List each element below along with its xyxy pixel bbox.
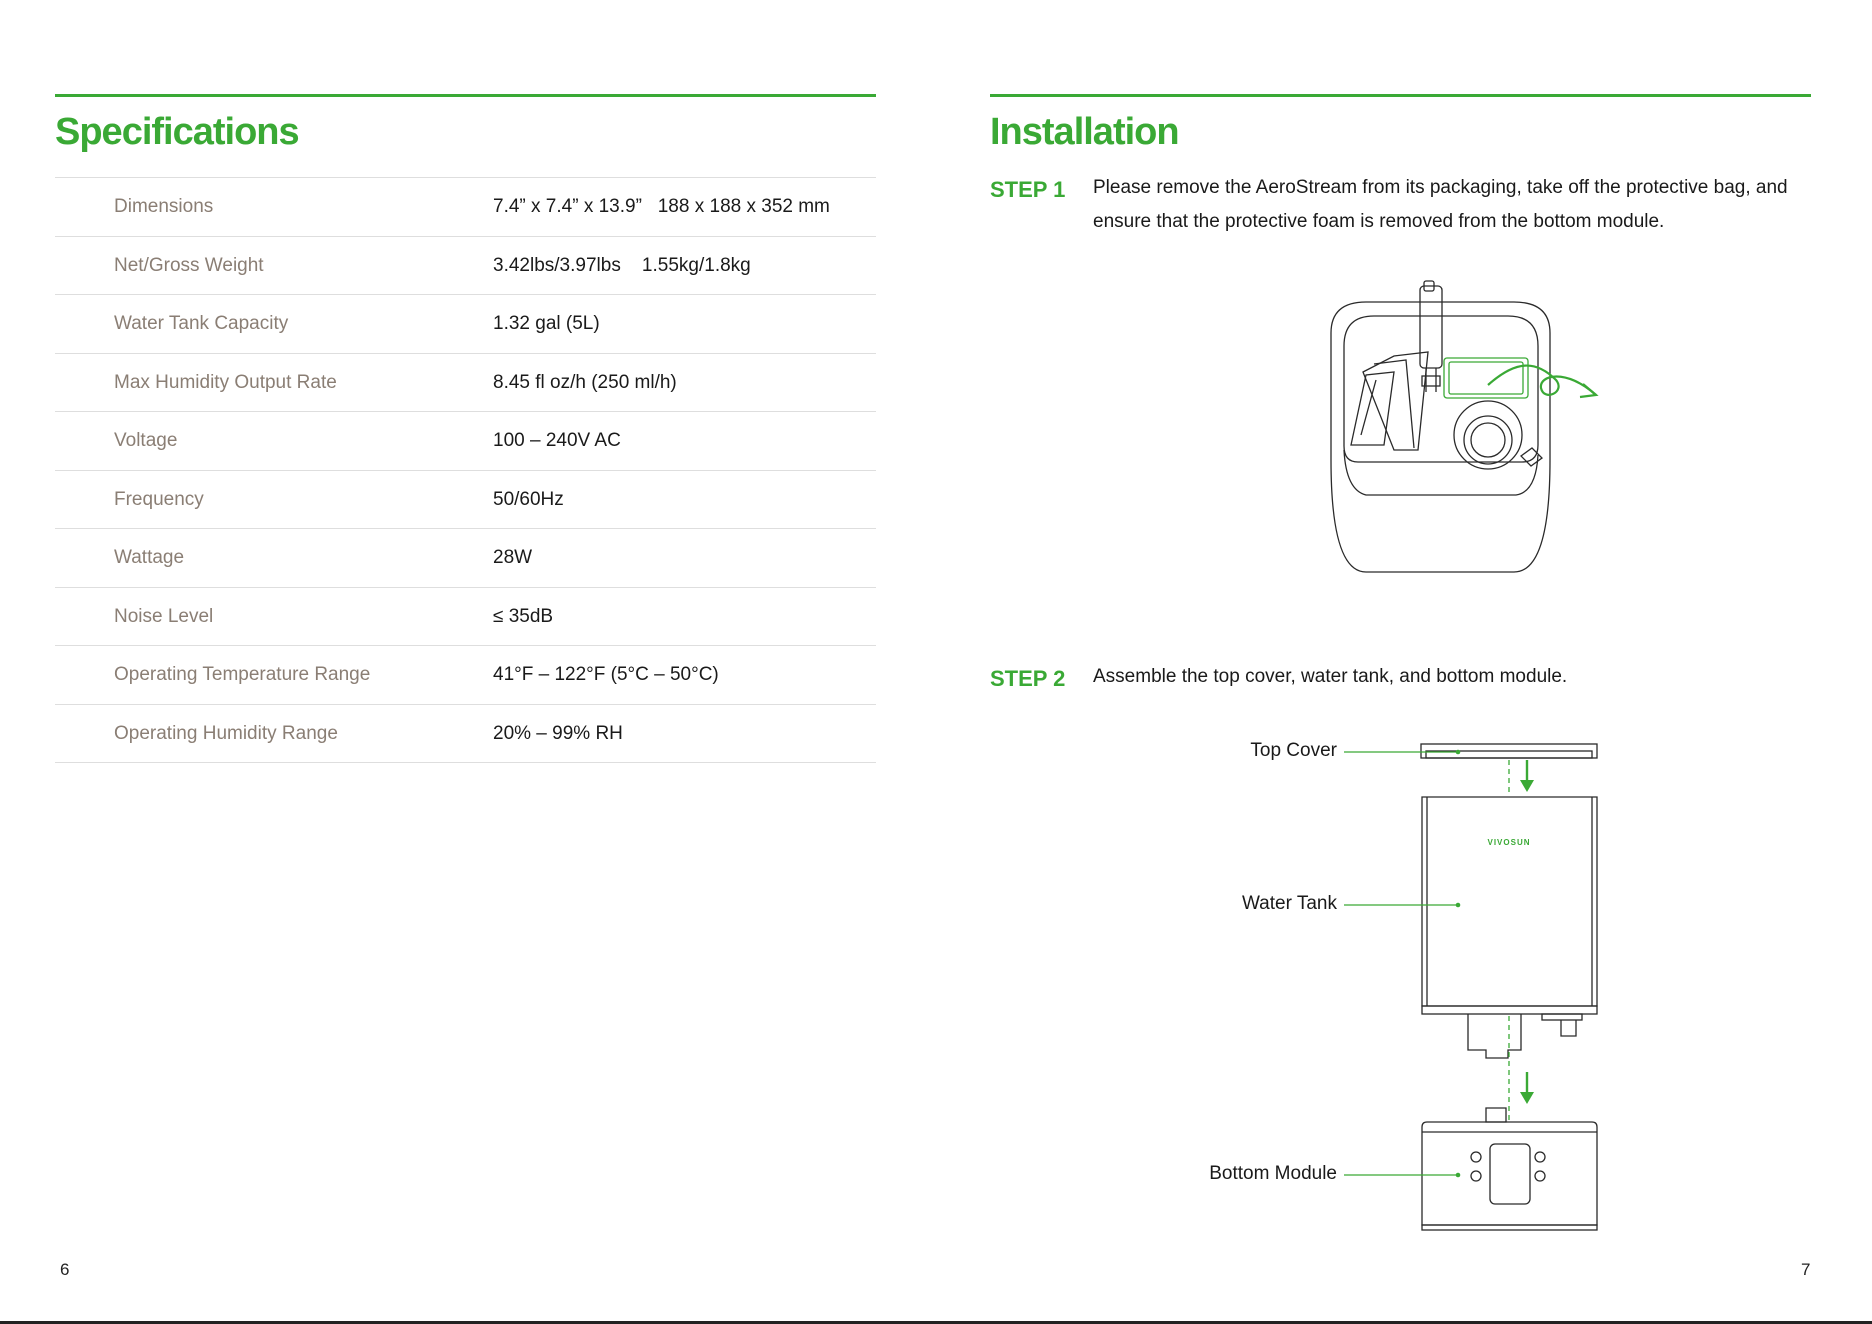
- spec-row: [55, 177, 876, 236]
- spec-label: Operating Temperature Range: [114, 664, 371, 685]
- spec-value: 1.32 gal (5L): [493, 313, 600, 334]
- spec-label: Voltage: [114, 430, 178, 451]
- spec-label: Wattage: [114, 547, 185, 568]
- page-number: 7: [1801, 1260, 1811, 1279]
- spec-label: Water Tank Capacity: [114, 313, 289, 334]
- spec-value: 20% – 99% RH: [493, 722, 623, 744]
- spec-value: 8.45 fl oz/h (250 ml/h): [493, 371, 677, 393]
- spec-row: [55, 587, 876, 646]
- spec-row: [55, 353, 876, 412]
- spec-value: 100 – 240V AC: [493, 430, 621, 451]
- assembly-illustration: [936, 0, 1872, 1324]
- spec-value: 28W: [493, 547, 533, 568]
- step-1-label: STEP 1: [990, 177, 1066, 202]
- spec-value: 7.4” x 7.4” x 13.9” 188 x 188 x 352 mm: [493, 196, 830, 217]
- page-number: 6: [60, 1260, 70, 1279]
- spec-label: Noise Level: [114, 605, 214, 627]
- spec-label: Frequency: [114, 488, 204, 510]
- table-bottom-rule: [55, 762, 876, 763]
- label-water-tank: Water Tank: [1241, 893, 1337, 914]
- step-1-text-line2: ensure that the protective foam is removed from the bottom module.: [1093, 211, 1665, 232]
- spec-value: ≤ 35dB: [493, 605, 554, 627]
- spec-row: [55, 294, 876, 353]
- step-2-text: Assemble the top cover, water tank, and bottom module.: [1093, 666, 1568, 687]
- spec-label: Dimensions: [114, 196, 214, 217]
- spec-row: [55, 645, 876, 704]
- spec-value: 41°F – 122°F (5°C – 50°C): [493, 664, 719, 685]
- label-top-cover: Top Cover: [1250, 740, 1337, 761]
- spec-row: [55, 411, 876, 470]
- page-title: Specifications: [55, 111, 299, 153]
- spec-row: [55, 528, 876, 587]
- page-title: Installation: [990, 111, 1179, 153]
- spec-row: [55, 704, 876, 763]
- step-2-label: STEP 2: [990, 666, 1066, 691]
- spec-label: Operating Humidity Range: [114, 722, 338, 744]
- label-bottom-module: Bottom Module: [1209, 1163, 1337, 1184]
- spec-label: Net/Gross Weight: [114, 254, 264, 276]
- spec-row: [55, 470, 876, 529]
- spec-value: 50/60Hz: [493, 488, 564, 510]
- step-1-text-line1: Please remove the AeroStream from its packaging, take off the protective bag, and: [1093, 177, 1788, 198]
- spec-label: Max Humidity Output Rate: [114, 371, 337, 393]
- spec-row: [55, 236, 876, 295]
- spec-value: 3.42lbs/3.97lbs 1.55kg/1.8kg: [493, 254, 751, 276]
- page-installation: [936, 0, 1872, 1324]
- tank-brand-logo: VIVOSUN: [1487, 838, 1531, 847]
- title-rule: [55, 94, 876, 97]
